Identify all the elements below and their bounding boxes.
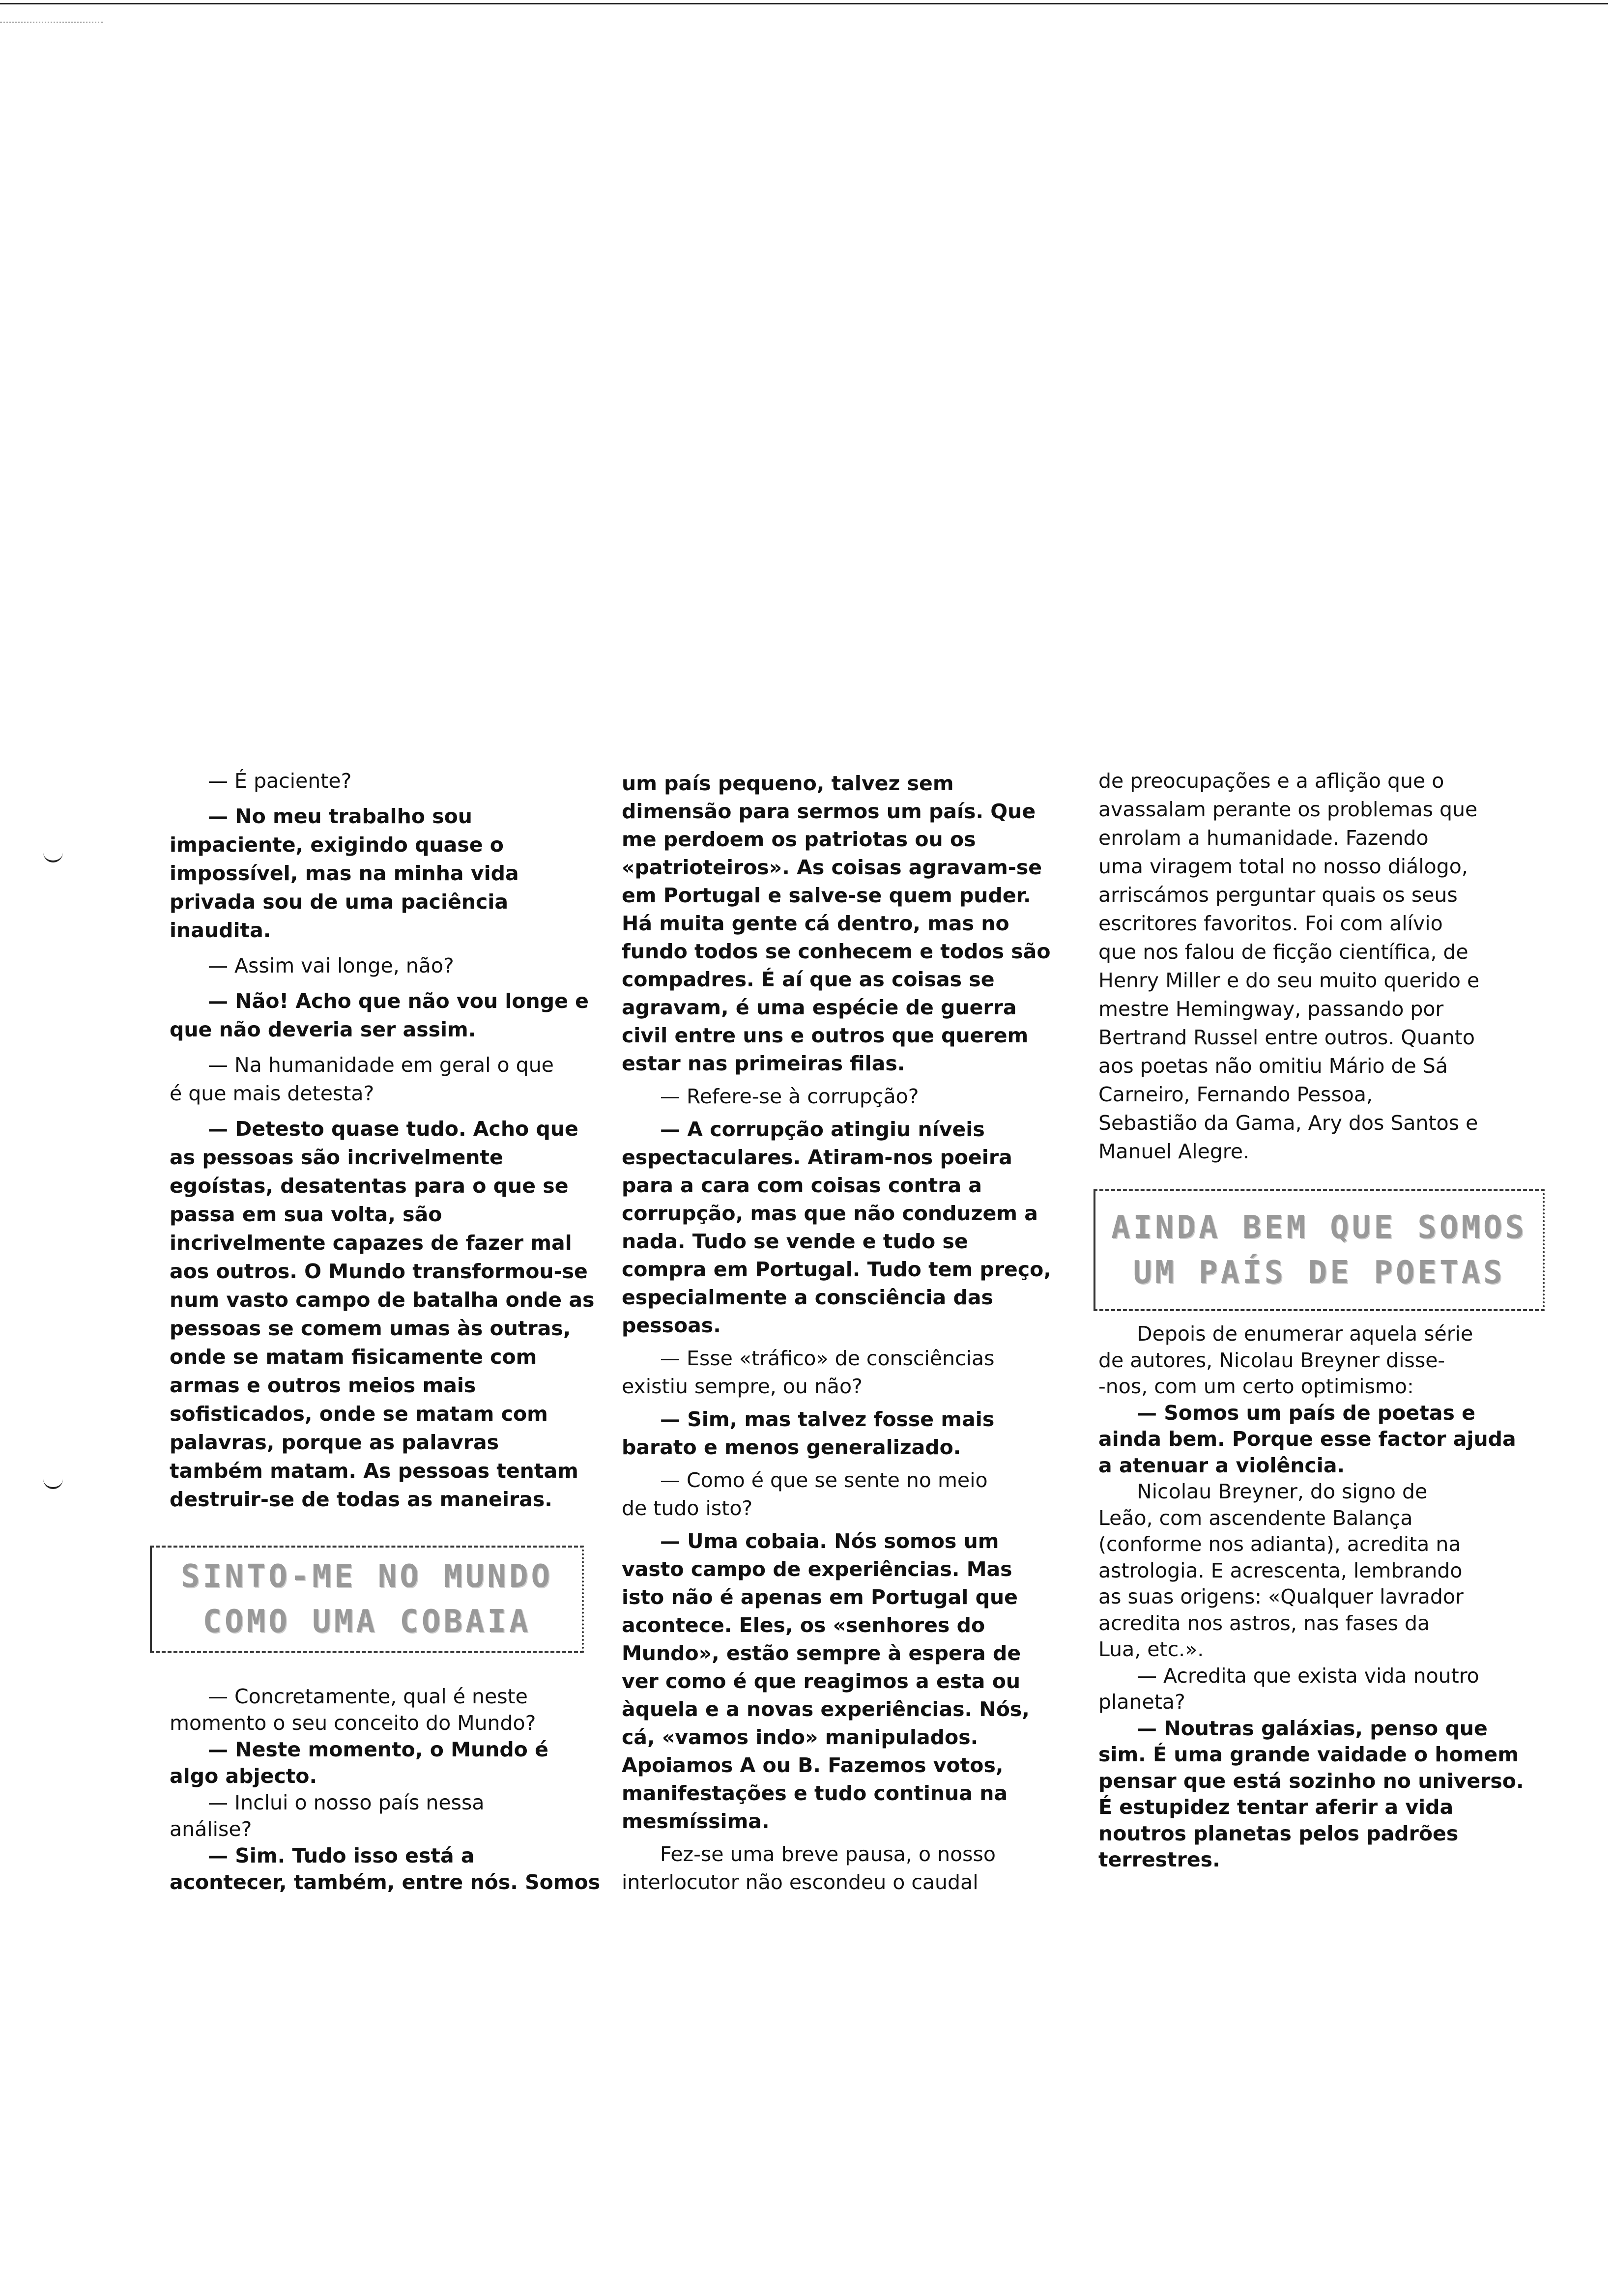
paragraph: Fez-se uma breve pausa, o nosso interlocutor não escondeu o caudal — [622, 1842, 996, 1894]
pull-quote-box-1 — [150, 1546, 584, 1653]
paragraph: — Assim vai longe, não? — [208, 954, 454, 977]
pull-quote-line: UM PAÍS DE POETAS — [1133, 1255, 1505, 1291]
pull-quote-box-2 — [1094, 1189, 1545, 1311]
paragraph: — Como é que se sente no meio de tudo isto? — [622, 1468, 988, 1520]
interview-answer-paragraph: — A corrupção atingiu níveis espectaculares. Atiram-nos poeira para a cara com coisas contra a corrupção, mas que não conduzem a nada. Tudo se vende e tudo se compra em Portugal. Tudo tem preço, especialmente a consciência das pessoas. — [622, 1118, 1051, 1337]
interview-answer-paragraph: — Não! Acho que não vou longe e que não deveria ser assim. — [170, 989, 589, 1041]
paragraph: — É paciente? — [208, 769, 352, 793]
binding-hole-mark — [43, 848, 63, 862]
paragraph: — Na humanidade em geral o que é que mais detesta? — [170, 1053, 554, 1105]
pull-quote-line: SINTO-ME NO MUNDO — [180, 1558, 553, 1595]
paragraph: Depois de enumerar aquela série de autores, Nicolau Breyner disse- -nos, com um certo optimismo: — [1098, 1322, 1473, 1398]
interview-answer-paragraph: — No meu trabalho sou impaciente, exigindo quase o impossível, mas na minha vida privada sou de uma paciência inaudita. — [170, 804, 519, 942]
interview-answer-paragraph: — Sim, mas talvez fosse mais barato e menos generalizado. — [622, 1407, 995, 1459]
paragraph: — Concretamente, qual é neste momento o seu conceito do Mundo? — [170, 1685, 536, 1735]
interview-answer-paragraph: — Sim. Tudo isso está a acontecer, também, entre nós. Somos — [170, 1844, 601, 1894]
paragraph: — Inclui o nosso país nessa análise? — [170, 1791, 485, 1841]
paragraph: Nicolau Breyner, do signo de Leão, com ascendente Balança (conforme nos adianta), acredita na astrologia. E acrescenta, lembrando as suas origens: «Qualquer lavrador acredita nos astros, nas fases da Lua, etc.». — [1098, 1480, 1464, 1661]
article-column-3-bottom — [1098, 1321, 1560, 1873]
article-column-1-top — [170, 767, 595, 1521]
interview-answer-paragraph: — Neste momento, o Mundo é algo abjecto. — [170, 1738, 548, 1788]
pull-quote-line: COMO UMA COBAIA — [202, 1604, 531, 1640]
paragraph: — Esse «tráfico» de consciências existiu sempre, ou não? — [622, 1347, 995, 1398]
article-column-1-bottom — [170, 1683, 601, 1895]
interview-answer-paragraph: — Noutras galáxias, penso que sim. É uma grande vaidade o homem pensar que está sozinho no universo. É estupidez tentar aferir a vida noutros planetas pelos padrões terrestres. — [1098, 1716, 1524, 1871]
interview-answer-paragraph: — Uma cobaia. Nós somos um vasto campo de experiências. Mas isto não é apenas em Portugal que acontece. Eles, os «senhores do Mundo», estão sempre à espera de ver como é que reagimos a esta ou àquela e a novas experiências. Nós, cá, «vamos indo» manipulados. Apoiamos A ou B. Fazemos votos, manifestações e tudo continua na mesmíssima. — [622, 1529, 1030, 1833]
interview-answer-paragraph: um país pequeno, talvez sem dimensão para sermos um país. Que me perdoem os patriotas ou os «patrioteiros». As coisas agravam-se em Portugal e salve-se quem puder. Há muita gente cá dentro, mas no fundo todos se conhecem e todos são compadres. É aí que as coisas se agravam, é uma espécie de guerra civil entre uns e outros que querem estar nas primeiras filas. — [622, 772, 1051, 1075]
paragraph: — Acredita que exista vida noutro planeta? — [1098, 1664, 1479, 1714]
binding-hole-mark — [43, 1474, 63, 1489]
paragraph: de preocupações e a aflição que o avassalam perante os problemas que enrolam a humanidade. Fazendo uma viragem total no nosso diálogo, arriscámos perguntar quais os seus escritores favoritos. Foi com alívio que nos falou de ficção científica, de Henry Miller e do seu muito querido e mestre Hemingway, passando por Bertrand Russel entre outros. Quanto aos poetas não omitiu Mário de Sá Carneiro, Fernando Pessoa, Sebastião da Gama, Ary dos Santos e Manuel Alegre. — [1098, 769, 1480, 1163]
article-column-3-top — [1098, 767, 1560, 1166]
interview-answer-paragraph: — Detesto quase tudo. Acho que as pessoas são incrivelmente egoístas, desatentas para o que se passa em sua volta, são incrivelmente capazes de fazer mal aos outros. O Mundo transformou-se num vasto campo de batalha onde as pessoas se comem umas às outras, onde se matam fisicamente com armas e outros meios mais sofisticados, onde se matam com palavras, porque as palavras também matam. As pessoas tentam destruir-se de todas as maneiras. — [170, 1117, 595, 1511]
paragraph: — Refere-se à corrupção? — [660, 1085, 919, 1108]
scan-artifact-dots — [0, 22, 103, 23]
article-column-2 — [622, 770, 1074, 1901]
pull-quote-line: AINDA BEM QUE SOMOS — [1111, 1209, 1527, 1246]
page-top-rule — [0, 3, 1608, 4]
interview-answer-paragraph: — Somos um país de poetas e ainda bem. Porque esse factor ajuda a atenuar a violência. — [1098, 1401, 1516, 1477]
